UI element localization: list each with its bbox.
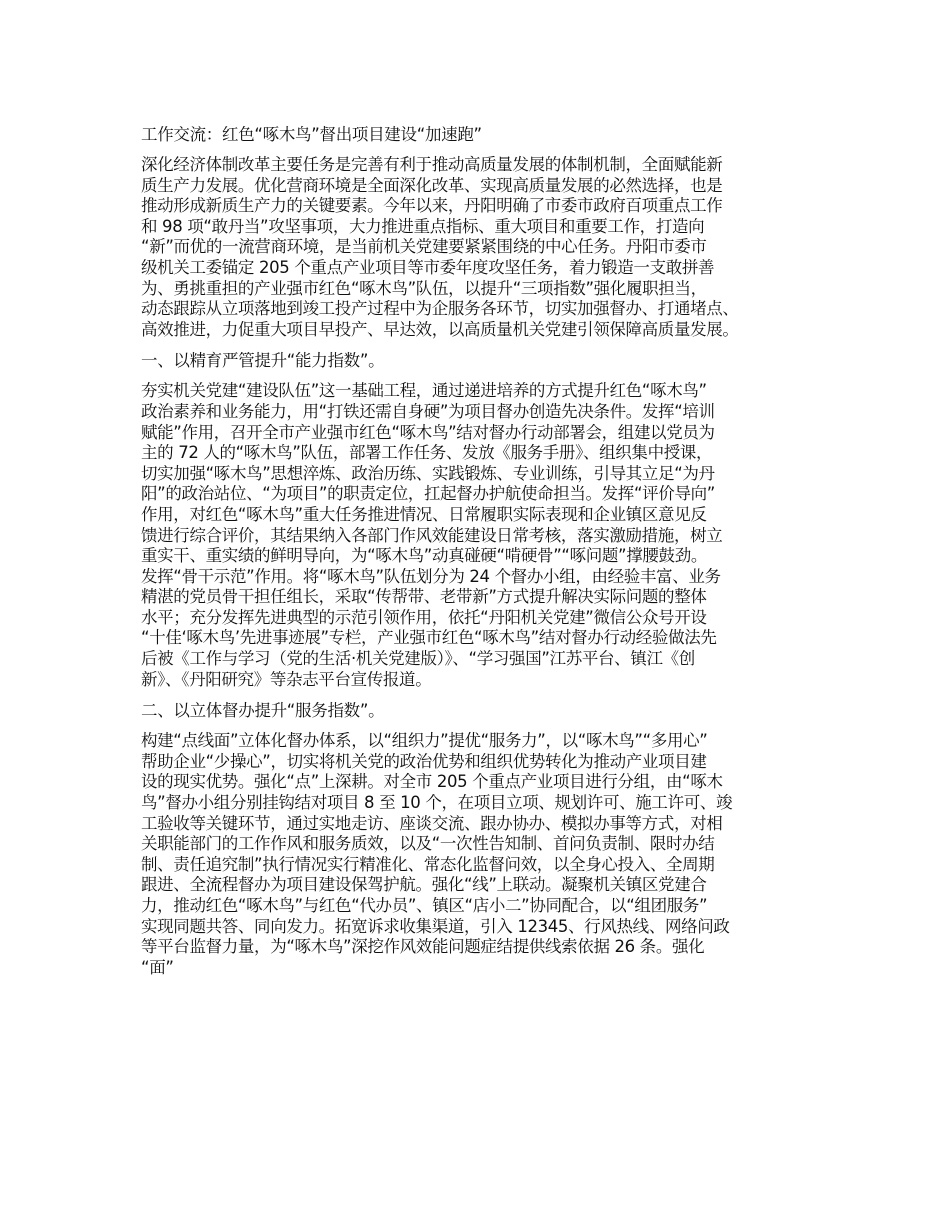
paragraph-line: 关职能部门的工作作风和服务质效，以及“一次性告知制、首问负责制、限时办结 xyxy=(141,834,715,854)
paragraph-line: 质生产力发展。优化营商环境是全面深化改革、实现高质量发展的必然选择，也是 xyxy=(141,175,723,195)
paragraph-line: 深化经济体制改革主要任务是完善有利于推动高质量发展的体制机制，全面赋能新 xyxy=(141,155,723,174)
paragraph-line: 阳”的政治站位、“为项目”的职责定位，扛起督办护航使命担当。发挥“评价导向” xyxy=(141,484,715,504)
paragraph-line: 级机关工委锚定 205 个重点产业项目等市委年度攻坚任务，着力锻造一支敢拼善 xyxy=(141,257,715,277)
paragraph-line: 跟进、全流程督办为项目建设保驾护航。强化“线”上联动。凝聚机关镇区党建合 xyxy=(141,875,707,895)
paragraph-line: 设的现实优势。强化“点”上深耕。对全市 205 个重点产业项目进行分组，由“啄木 xyxy=(141,772,723,792)
paragraph-line: 切实加强“啄木鸟”思想淬炼、政治历练、实践锻炼、专业训练，引导其立足“为丹 xyxy=(141,463,715,483)
paragraph-line: 夯实机关党建“建设队伍”这一基础工程，通过递进培养的方式提升红色“啄木鸟” xyxy=(141,381,707,401)
paragraph-line: “新”而优的一流营商环境，是当前机关党建要紧紧围绕的中心任务。丹阳市委市 xyxy=(141,237,707,257)
paragraph-line: 重实干、重实绩的鲜明导向，为“啄木鸟”动真碰硬“啃硬骨”“啄问题”撑腰鼓劲。 xyxy=(141,546,707,566)
paragraph-line: “面” xyxy=(141,957,174,977)
paragraph-line: 为、勇挑重担的产业强市红色“啄木鸟”队伍，以提升“三项指数”强化履职担当， xyxy=(141,278,707,298)
section-1-heading: 一、以精育严管提升“能力指数”。 xyxy=(141,351,385,371)
paragraph-line: 水平；充分发挥先进典型的示范引领作用，依托“丹阳机关党建”微信公众号开设 xyxy=(141,607,707,627)
paragraph-line: 等平台监督力量，为“啄木鸟”深挖作风效能问题症结提供线索依据 26 条。强化 xyxy=(141,937,705,957)
paragraph-line: 推动形成新质生产力的关键要素。今年以来，丹阳明确了市委市政府百项重点工作 xyxy=(141,196,723,216)
paragraph-line: 馈进行综合评价，其结果纳入各部门作风效能建设日常考核，落实激励措施，树立 xyxy=(141,525,723,545)
paragraph-line: 力，推动红色“啄木鸟”与红色“代办员”、镇区“店小二”协同配合，以“组团服务” xyxy=(141,896,708,915)
paragraph-line: 作用，对红色“啄木鸟”重大任务推进情况、日常履职实际表现和企业镇区意见反 xyxy=(141,504,707,524)
document-page xyxy=(141,124,831,988)
paragraph-line: 赋能”作用，召开全市产业强市红色“啄木鸟”结对督办行动部署会，组建以党员为 xyxy=(141,422,715,442)
section-2-paragraph xyxy=(141,731,831,978)
section-1-paragraph xyxy=(141,381,831,690)
paragraph-line: 工验收等关键环节，通过实地走访、座谈交流、跟办协办、模拟办事等方式，对相 xyxy=(141,813,723,833)
paragraph-line: 高效推进，力促重大项目早投产、早达效，以高质量机关党建引领保障高质量发展。 xyxy=(141,319,739,339)
paragraph-line: 后被《工作与学习（党的生活·机关党建版）》、“学习强国”江苏平台、镇江《创 xyxy=(141,649,695,669)
intro-paragraph xyxy=(141,155,831,340)
paragraph-line: 新》、《丹阳研究》等杂志平台宣传报道。 xyxy=(141,669,432,689)
paragraph-line: 鸟”督办小组分别挂钩结对项目 8 至 10 个，在项目立项、规划许可、施工许可、竣 xyxy=(141,793,733,813)
paragraph-line: 政治素养和业务能力，用“打铁还需自身硬”为项目督办创造先决条件。发挥“培训 xyxy=(141,401,715,421)
section-2-heading: 二、以立体督办提升“服务指数”。 xyxy=(141,701,385,721)
paragraph-line: 精湛的党员骨干担任组长，采取“传帮带、老带新”方式提升解决实际问题的整体 xyxy=(141,587,707,607)
paragraph-line: 主的 72 人的“啄木鸟”队伍，部署工作任务、发放《服务手册》、组织集中授课， xyxy=(141,443,713,463)
paragraph-line: 制、责任追究制”执行情况实行精准化、常态化监督问效，以全身心投入、全周期 xyxy=(141,854,715,874)
paragraph-line: 发挥“骨干示范”作用。将“啄木鸟”队伍划分为 24 个督办小组，由经验丰富、业务 xyxy=(141,566,721,586)
paragraph-line: 实现同题共答、同向发力。拓宽诉求收集渠道，引入 12345、行风热线、网络问政 xyxy=(141,916,730,936)
document-title: 工作交流：红色“啄木鸟”督出项目建设“加速跑” xyxy=(141,125,482,144)
paragraph-line: 帮助企业“少操心”，切实将机关党的政治优势和组织优势转化为推动产业项目建 xyxy=(141,751,707,771)
paragraph-line: 和 98 项“敢丹当”攻坚事项，大力推进重点指标、重大项目和重要工作，打造向 xyxy=(141,216,705,236)
paragraph-line: 构建“点线面”立体化督办体系，以“组织力”提优“服务力”，以“啄木鸟”“多用心” xyxy=(141,731,708,751)
paragraph-line: “十佳‘啄木鸟’先进事迹展”专栏，产业强市红色“啄木鸟”结对督办行动经验做法先 xyxy=(141,628,717,648)
paragraph-line: 动态跟踪从立项落地到竣工投产过程中为企服务各环节，切实加强督办、打通堵点、 xyxy=(141,299,739,319)
